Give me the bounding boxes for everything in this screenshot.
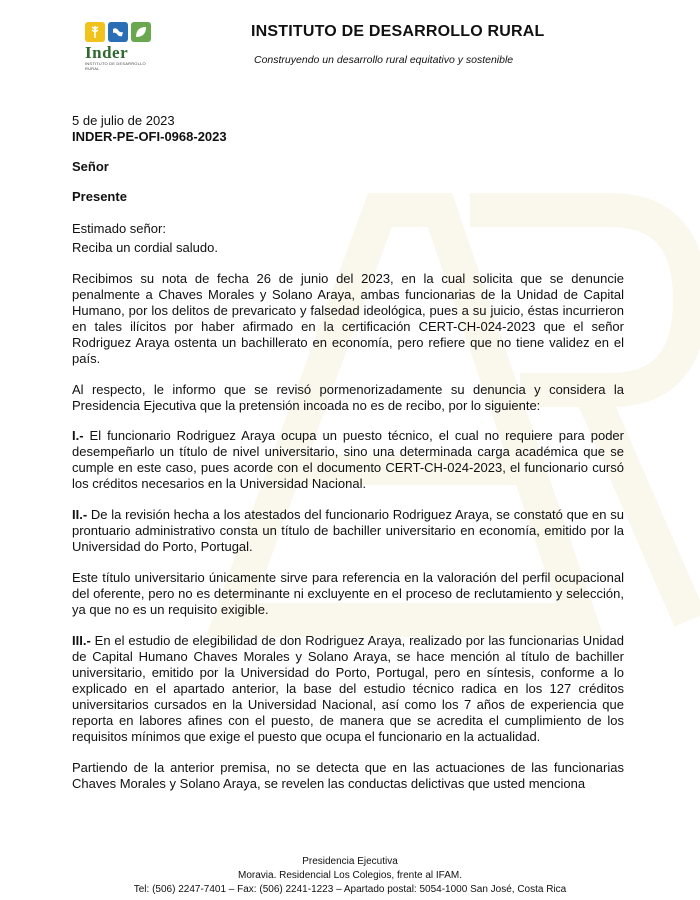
point-three [72, 633, 624, 745]
point-two-label: II.- [72, 507, 88, 522]
paragraph-title-reference: Este título universitario únicamente sirve para referencia en la valoración del perfil ocupacional del oferente, pero no es determinante ni excluyente en el proceso de reclutamiento y selección, ya que no es un requisito exigible. [72, 570, 624, 617]
logo-word: Inder [85, 43, 129, 62]
letter-body [72, 113, 624, 792]
footer-office: Presidencia Ejecutiva [302, 856, 398, 867]
logo-subtext: INSTITUTO DE DESARROLLO RURAL [85, 61, 146, 71]
paragraph-response: Al respecto, le informo que se revisó pormenorizadamente su denuncia y considera la Presidencia Ejecutiva que la pretensión incoada no es de recibo, por lo siguiente: [72, 382, 624, 413]
letter-salutation: Estimado señor: [72, 221, 166, 236]
letter-greeting: Reciba un cordial saludo. [72, 240, 218, 255]
leaf-icon [131, 22, 151, 42]
letterhead [0, 0, 700, 80]
point-one-label: I.- [72, 428, 84, 443]
point-one [72, 428, 624, 492]
letter-presente: Presente [72, 189, 127, 204]
point-two-text: De la revisión hecha a los atestados del funcionario Rodriguez Araya, se constató que en su prontuario administrativo consta un título de bachiller universitario en economía, emitido por la Universidad do Porto, Portugal. [72, 507, 624, 554]
footer-contact: Tel: (506) 2247-7401 – Fax: (506) 2241-1223 – Apartado postal: 5054-1000 San José, Costa Rica [133, 884, 567, 895]
point-three-label: III.- [72, 633, 91, 648]
letter-addressee: Señor [72, 159, 109, 174]
point-one-text: El funcionario Rodriguez Araya ocupa un puesto técnico, el cual no requiere para poder desempeñarlo un título de nivel universitario, sino una determinada carga académica que se cumple en este caso, pues acorde con el documento CERT-CH-024-2023, el funcionario cursó los créditos necesarios en la Universidad Nacional. [72, 428, 624, 491]
paragraph-complaint: Recibimos su nota de fecha 26 de junio del 2023, en la cual solicita que se denuncie penalmente a Chaves Morales y Solano Araya, ambas funcionarias de la Unidad de Capital Humano, por los delitos de prevaricato y falsedad ideológica, pues a su juicio, éstas incurrieron en tales ilícitos por haber afirmado en la certificación CERT-CH-024-2023 que el señor Rodriguez Araya ostenta un bachillerato en economía, pero refiere que no tiene validez en el país. [72, 271, 624, 366]
inder-logo [85, 22, 155, 74]
paragraph-conclusion: Partiendo de la anterior premisa, no se detecta que en las actuaciones de las funcionarias Chaves Morales y Solano Araya, se revelen las conductas delictivas que usted menciona [72, 760, 624, 791]
wheat-icon [85, 22, 105, 42]
institution-slogan: Construyendo un desarrollo rural equitativo y sostenible [254, 54, 514, 66]
map-icon [108, 22, 128, 42]
logo-tiles [85, 22, 155, 42]
point-two [72, 507, 624, 555]
point-three-text: En el estudio de elegibilidad de don Rodriguez Araya, realizado por las funcionarias Unidad de Capital Humano Chaves Morales y Solano Araya, se hace mención al título de bachiller universitario, emitido por la Universidad do Porto, Portugal, pero en síntesis, conforme a lo explicado en el apartado anterior, la base del estudio técnico radica en los 127 créditos universitarios cursados en la Universidad Nacional, así como los 7 años de experiencia que reporta en labores afines con el puesto, de manera que se acredita el cumplimiento de los requisitos mínimos que exige el puesto que ocupa el funcionario en la actualidad. [72, 633, 624, 744]
letter-date: 5 de julio de 2023 [72, 113, 175, 128]
institution-name: INSTITUTO DE DESARROLLO RURAL [251, 23, 545, 40]
letter-footer [0, 855, 700, 897]
footer-address: Moravia. Residencial Los Colegios, frente al IFAM. [238, 870, 462, 881]
letter-reference: INDER-PE-OFI-0968-2023 [72, 129, 227, 144]
